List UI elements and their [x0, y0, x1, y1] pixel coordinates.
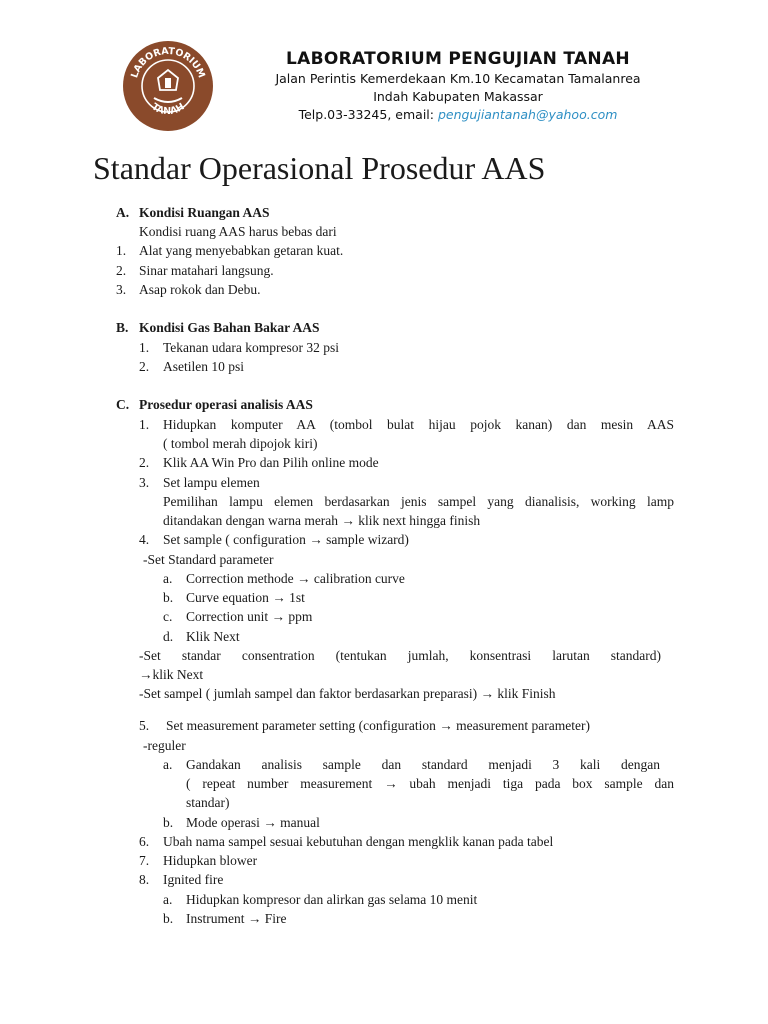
section-b-item: Tekanan udara kompresor 32 psi [163, 340, 340, 355]
step-4-sampel: -Set sampel ( jumlah sampel dan faktor berdasarkan preparasi) → klik Finish [139, 686, 556, 701]
step-5-a-line: standar) [186, 795, 230, 810]
section-b-item: Asetilen 10 psi [163, 359, 244, 374]
section-a-item-marker: 1. [116, 243, 127, 258]
step-4-text: Set sample ( configuration → sample wizard) [163, 532, 409, 547]
step-8-item: Instrument → Fire [186, 911, 287, 926]
step-1-line: ( tombol merah dipojok kiri) [163, 436, 318, 451]
org-contact [238, 106, 678, 124]
step-1-line: Hidupkan komputer AA (tombol bulat hijau pojok kanan) dan mesin AAS [163, 417, 674, 432]
section-c-marker: C. [116, 397, 130, 412]
step-4-sub: -Set Standard parameter [143, 552, 274, 567]
org-address-2: Indah Kabupaten Makassar [373, 89, 543, 104]
section-a-item: Alat yang menyebabkan getaran kuat. [139, 243, 344, 258]
step-4-item-marker: a. [163, 571, 173, 586]
step-4-item: Correction methode → calibration curve [186, 571, 405, 586]
step-3-line: Pemilihan lampu elemen berdasarkan jenis sampel yang dianalisis, working lamp [163, 494, 674, 509]
step-5-a-marker: a. [163, 757, 173, 772]
section-a-item-marker: 3. [116, 282, 127, 297]
step-8-item: Hidupkan kompresor dan alirkan gas selama 10 menit [186, 892, 478, 907]
section-a-item-marker: 2. [116, 263, 127, 278]
org-email-link[interactable]: pengujiantanah@yahoo.com [437, 107, 618, 122]
section-a-intro: Kondisi ruang AAS harus bebas dari [139, 224, 337, 239]
step-4-concentration-cont: →klik Next [139, 667, 204, 682]
step-4-item: Correction unit → ppm [186, 609, 313, 624]
section-b-marker: B. [116, 320, 129, 335]
section-a-item: Asap rokok dan Debu. [139, 282, 261, 297]
step-5-a-line: ( repeat number measurement → ubah menjadi tiga pada box sample dan [186, 776, 674, 791]
logo-text-bottom: TANAH [149, 101, 187, 118]
step-5-marker: 5. [139, 718, 150, 733]
step-2-text: Klik AA Win Pro dan Pilih online mode [163, 455, 379, 470]
step-7-marker: 7. [139, 853, 150, 868]
document-title: Standar Operasional Prosedur AAS [93, 150, 546, 186]
step-2-marker: 2. [139, 455, 150, 470]
section-a-heading: Kondisi Ruangan AAS [139, 205, 270, 220]
step-3-line: ditandakan dengan warna merah → klik next hingga finish [163, 513, 481, 528]
section-b-item-marker: 1. [139, 340, 150, 355]
section-c-heading: Prosedur operasi analisis AAS [139, 397, 313, 412]
step-4-concentration: -Set standar consentration (tentukan jumlah, konsentrasi larutan standard) [139, 648, 661, 663]
step-8-item-marker: a. [163, 892, 173, 907]
section-b-item-marker: 2. [139, 359, 150, 374]
org-phone: Telp.03-33245, email: [298, 107, 438, 122]
step-3-text: Set lampu elemen [163, 475, 260, 490]
step-5-sub: -reguler [143, 738, 186, 753]
step-4-item-marker: d. [163, 629, 174, 644]
section-b-heading: Kondisi Gas Bahan Bakar AAS [139, 320, 320, 335]
step-8-marker: 8. [139, 872, 150, 887]
section-a-marker: A. [116, 205, 130, 220]
step-4-item-marker: b. [163, 590, 174, 605]
step-5-text: Set measurement parameter setting (configuration → measurement parameter) [166, 718, 590, 733]
step-4-marker: 4. [139, 532, 150, 547]
step-6-text: Ubah nama sampel sesuai kebutuhan dengan mengklik kanan pada tabel [163, 834, 554, 849]
step-4-item: Curve equation → 1st [186, 590, 305, 605]
org-name: LABORATORIUM PENGUJIAN TANAH [286, 49, 630, 69]
logo-text-top: LABORATORIUM [129, 45, 207, 80]
step-5-a-line: Gandakan analisis sample dan standard menjadi 3 kali dengan [186, 757, 660, 772]
step-5-b-text: Mode operasi → manual [186, 815, 320, 830]
letterhead [118, 40, 678, 132]
step-8-item-marker: b. [163, 911, 174, 926]
step-4-item: Klik Next [186, 629, 240, 644]
step-6-marker: 6. [139, 834, 150, 849]
step-4-item-marker: c. [163, 609, 173, 624]
step-7-text: Hidupkan blower [163, 853, 258, 868]
step-3-marker: 3. [139, 475, 150, 490]
step-5-b-marker: b. [163, 815, 174, 830]
org-address-1: Jalan Perintis Kemerdekaan Km.10 Kecamatan Tamalanrea [275, 71, 641, 86]
step-8-text: Ignited fire [163, 872, 224, 887]
step-1-marker: 1. [139, 417, 150, 432]
org-block [238, 48, 678, 124]
lab-logo [122, 40, 214, 132]
section-a-item: Sinar matahari langsung. [139, 263, 274, 278]
